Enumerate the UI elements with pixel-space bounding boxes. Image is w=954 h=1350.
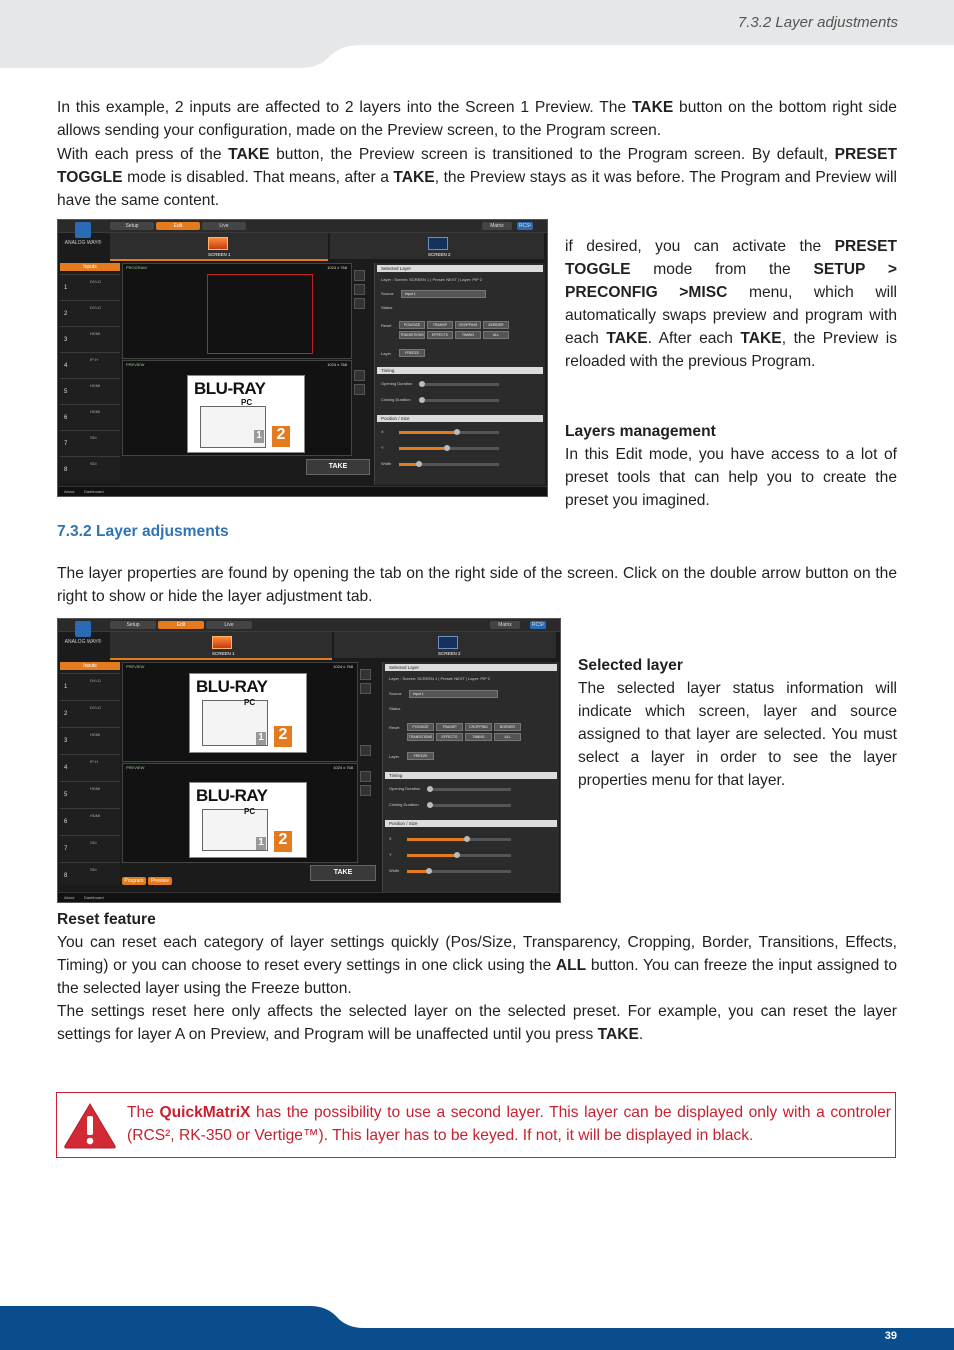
reset-timing-button-2[interactable]: TIMING [465,733,492,741]
layer-2-badge-2: 2 [274,831,292,852]
rcs-badge: RCS² [518,223,532,229]
x-slider-2[interactable] [407,838,511,841]
bluray-layer-2[interactable] [189,782,307,858]
input-row-1[interactable]: 1 DVI-D [60,274,120,299]
rcs-badge-2: RCS² [531,622,545,628]
input-row-6[interactable]: 6 HDMI [60,404,120,429]
take-button-2[interactable]: TAKE [310,865,376,881]
input-row-5[interactable]: 5 HDMI [60,378,120,403]
reset-transitions-button[interactable]: TRANSITIONS [400,333,424,337]
app-bottombar [58,486,547,496]
program-layer-frame[interactable] [207,274,313,354]
source-label: Source [381,291,394,296]
warning-icon [63,1101,117,1149]
preset-toggle-paragraph: if desired, you can activate the PRESET TOGGLE mode from the SETUP > PRECONFIG >MISC menu, which will automatically swaps preview and program with each TAKE. After each TAKE, the Preview is reloaded with the previous Program. [565,238,898,370]
screen2-label: SCREEN 2 [428,252,451,257]
timing-header-2[interactable]: Timing [385,772,557,779]
reset-effects-button[interactable]: EFFECTS [427,331,453,339]
header-section-title: 7.3.2 Layer adjustments [737,14,898,31]
opening-duration-label: Opening Duration [381,381,413,386]
section-heading: 7.3.2 Layer adjusments [57,523,229,540]
program-preset-button[interactable]: Program [122,877,146,885]
layers-management-heading: Layers management [565,423,716,440]
y-slider[interactable] [399,447,499,450]
source-select[interactable]: Input 1 [401,290,486,298]
closing-duration-label-2: Closing Duration [389,802,419,807]
input-row-4[interactable]: 4 IP-H [60,352,120,377]
reset-all-button[interactable]: ALL [483,331,509,339]
program-view[interactable] [122,263,352,359]
width-label: Width [381,461,392,466]
analog-way-logo-2: ANALOG WAY® [60,621,106,651]
reset-all-button-2[interactable]: ALL [494,733,521,741]
input-row-2-6[interactable]: 6 HDMI [60,808,120,833]
inputs-header-2[interactable]: Inputs [60,662,120,670]
mid-button-2[interactable] [354,284,365,295]
matrix-button[interactable]: Matrix [482,222,512,230]
screen1-label: SCREEN 1 [208,252,231,257]
freeze-button[interactable]: FREEZE [399,349,425,357]
selected-layer-block: Selected layer The selected layer status information will indicate which screen, layer and source assigned to that layer are selected. You must select a layer in order to see the layer properties menu for that layer. [578,657,897,789]
bluray-label-top: BLU-RAY [196,677,268,696]
input-row-2[interactable]: 2 DVI-D [60,300,120,325]
y-label: Y [381,445,384,450]
closing-duration-label: Closing Duration [381,397,411,402]
input-row-2-5[interactable]: 5 HDMI [60,781,120,806]
input-row-3[interactable]: 3 HDMI [60,326,120,351]
screen1-thumb-2[interactable] [212,636,232,649]
program-resolution: 1024 x 768 [327,265,347,270]
about-link[interactable]: About [64,489,75,494]
input-row-8[interactable]: 8 SDI [60,456,120,481]
reset-border-button[interactable]: BORDER [483,321,509,329]
mid-button-1[interactable] [354,270,365,281]
selected-layer-header-2[interactable]: Selected Layer [385,664,557,671]
screenshot-edit-mode [57,219,548,497]
inputs-column-2 [60,671,120,885]
reset-cropping-button-2[interactable]: CROPPING [465,723,492,731]
input-row-2-2[interactable]: 2 DVI-D [60,700,120,725]
tab-live-2[interactable]: Live [206,621,252,629]
about-link-2[interactable]: About [64,895,75,900]
layer-info-text-2: Layer : Screen: SCREEN 1 | Preset: NEXT | Layer: PIP 2 [389,676,491,681]
preview-label: PREVIEW [126,362,145,367]
y-label-2: Y [389,852,392,857]
screen1-label-2: SCREEN 1 [212,651,235,656]
layer-1-badge: 1 [254,430,264,443]
app-bottombar-2 [58,892,560,902]
reset-possize-button-2[interactable]: POS/SIZE [407,723,434,731]
selected-layer-heading: Selected layer [578,657,683,674]
input-row-2-8[interactable]: 8 SDI [60,862,120,887]
tab-setup[interactable]: Setup [110,222,154,230]
resolution-2: 1024 x 768 [333,765,353,770]
freeze-button-2[interactable]: FREEZE [407,752,434,760]
reset-feature-block: Reset feature You can reset each category of layer settings quickly (Pos/Size, Transparency, Cropping, Border, Transitions, Effects, Timing) or you can choose to reset every settings in one click using the ALL button. You can freeze the input assigned to the selected layer using the Freeze button. The settings reset here only affects the selected layer on the selected preset. For example, you can reset the layer settings for layer A on Preview, and Program will be unaffected until you press TAKE. [57,911,898,1043]
bluray-label: BLU-RAY [194,379,266,398]
mid-button-2-2[interactable] [360,683,371,694]
position-size-header[interactable]: Position / Size [377,415,543,422]
reset-border-button-2[interactable]: BORDER [494,723,521,731]
header-band [0,0,954,68]
tab-edit-2[interactable]: Edit [158,621,204,629]
screen1-thumb[interactable] [208,237,228,250]
input-row-2-7[interactable]: 7 SDI [60,835,120,860]
pc-label-2: PC [244,807,256,816]
reset-label-2: Reset [389,725,400,730]
layer-2-badge-top: 2 [274,726,292,747]
layer-label-2: Layer [389,754,400,759]
bluray-layer[interactable] [187,375,305,453]
footer-band [0,1300,954,1350]
mid-button-2-4[interactable] [360,771,371,782]
x-label: X [381,429,384,434]
timing-header[interactable]: Timing [377,367,543,374]
resolution-top: 1024 x 768 [333,664,353,669]
reset-effects-button-2[interactable]: EFFECTS [436,733,463,741]
position-size-header-2[interactable]: Position / Size [385,820,557,827]
program-view-2[interactable] [122,662,358,762]
intro-paragraph-1: In this example, 2 inputs are affected to 2 layers into the Screen 1 Preview. The TAKE button on the bottom right side allows sending your configuration, made on the Preview screen, to the Program screen. [57,99,897,139]
layer-info-text: Layer : Screen: SCREEN 1 | Preset: NEXT | Layer: PIP 2 [381,277,483,282]
width-slider-2[interactable] [407,870,511,873]
y-slider-2[interactable] [407,854,511,857]
status-label-2: Status [389,706,401,711]
warning-text: The QuickMatriX has the possibility to use a second layer. This layer can be displayed only with a controler (RCS², RK-350 or Vertige™). This layer has to be keyed. If not, it will be displayed in black. [127,1104,891,1144]
reset-transp-button-2[interactable]: TRANSP [436,723,463,731]
x-slider[interactable] [399,431,499,434]
mid-button-5[interactable] [354,384,365,395]
opening-duration-slider-2[interactable] [427,788,511,791]
screen2-thumb-2[interactable] [438,636,458,649]
source-select-2[interactable]: Input 1 [409,690,498,698]
analog-way-logo: ANALOG WAY® [60,222,106,252]
x-label-2: X [389,836,392,841]
layer-2-badge: 2 [272,426,290,447]
dashboard-link-2[interactable]: Dashboard [84,895,104,900]
selected-layer-header[interactable]: Selected Layer [377,265,543,272]
layer-properties-panel-2 [382,662,559,892]
dashboard-link[interactable]: Dashboard [84,489,104,494]
reset-timing-button[interactable]: TIMING [455,331,481,339]
input-row-2-3[interactable]: 3 HDMI [60,727,120,752]
inputs-column [60,272,120,482]
status-label: Status [381,305,393,310]
take-button[interactable]: TAKE [306,459,370,475]
screen2-label-2: SCREEN 2 [438,651,461,656]
reset-feature-heading: Reset feature [57,911,156,928]
preview-view[interactable] [122,360,352,456]
tab-edit[interactable]: Edit [156,222,200,230]
preview-resolution: 1024 x 768 [327,362,347,367]
matrix-button-2[interactable]: Matrix [490,621,520,629]
layer-1-badge-top: 1 [256,732,266,745]
layer-1-badge-2: 1 [256,837,266,850]
logo-mark-icon [75,222,91,238]
logo-mark-icon-2 [75,621,91,637]
preview-label-2: PREVIEW [126,765,145,770]
inputs-header[interactable]: Inputs [60,263,120,271]
bluray-layer-top[interactable] [189,673,307,753]
layers-management-block: Layers management In this Edit mode, you have access to a lot of preset tools that can help you to create the preset you imagined. [565,423,897,509]
intro-paragraph-2: With each press of the TAKE button, the Preview screen is transitioned to the Program screen. By default, PRESET TOGGLE mode is disabled. That means, after a TAKE, the Preview stays as it was before. The Program and Preview will have the same content. [57,146,897,209]
opening-duration-label-2: Opening Duration [389,786,421,791]
reset-label: Reset [381,323,392,328]
screenshot-layer-adjustment [57,618,561,903]
mid-button-2-3[interactable] [360,745,371,756]
program-label: PROGRAM [126,265,147,270]
preview-preset-button[interactable]: Preview [148,877,172,885]
closing-duration-slider-2[interactable] [427,804,511,807]
reset-transitions-button-2[interactable]: TRANSITIONS [408,735,433,739]
layer-label: Layer [381,351,392,356]
closing-duration-slider[interactable] [419,399,499,402]
mid-button-3[interactable] [354,298,365,309]
tab-live[interactable]: Live [202,222,246,230]
preview-view-2[interactable] [122,763,358,863]
mid-button-4[interactable] [354,370,365,381]
section-body: The layer properties are found by opening the tab on the right side of the screen. Click on the double arrow button on the right to show or hide the layer adjustment tab. [57,565,897,605]
screen2-thumb[interactable] [428,237,448,250]
source-label-2: Source [389,691,402,696]
input-row-7[interactable]: 7 SDI [60,430,120,455]
opening-duration-slider[interactable] [419,383,499,386]
width-slider[interactable] [399,463,499,466]
input-row-2-1[interactable]: 1 DVI-D [60,673,120,698]
mid-button-2-5[interactable] [360,785,371,796]
reset-transp-button[interactable]: TRANSP [427,321,453,329]
pc-label: PC [241,398,253,407]
preview-label-top: PREVIEW [126,664,145,669]
warning-box [56,1092,896,1158]
mid-button-2-1[interactable] [360,669,371,680]
reset-possize-button[interactable]: POS/SIZE [399,321,425,329]
pc-label-top: PC [244,698,256,707]
input-row-2-4[interactable]: 4 IP-H [60,754,120,779]
page-number: 39 [884,1330,897,1342]
width-label-2: Width [389,868,400,873]
tab-setup-2[interactable]: Setup [110,621,156,629]
layer-properties-panel [374,263,545,485]
bluray-label-2: BLU-RAY [196,786,268,805]
reset-cropping-button[interactable]: CROPPING [455,321,481,329]
